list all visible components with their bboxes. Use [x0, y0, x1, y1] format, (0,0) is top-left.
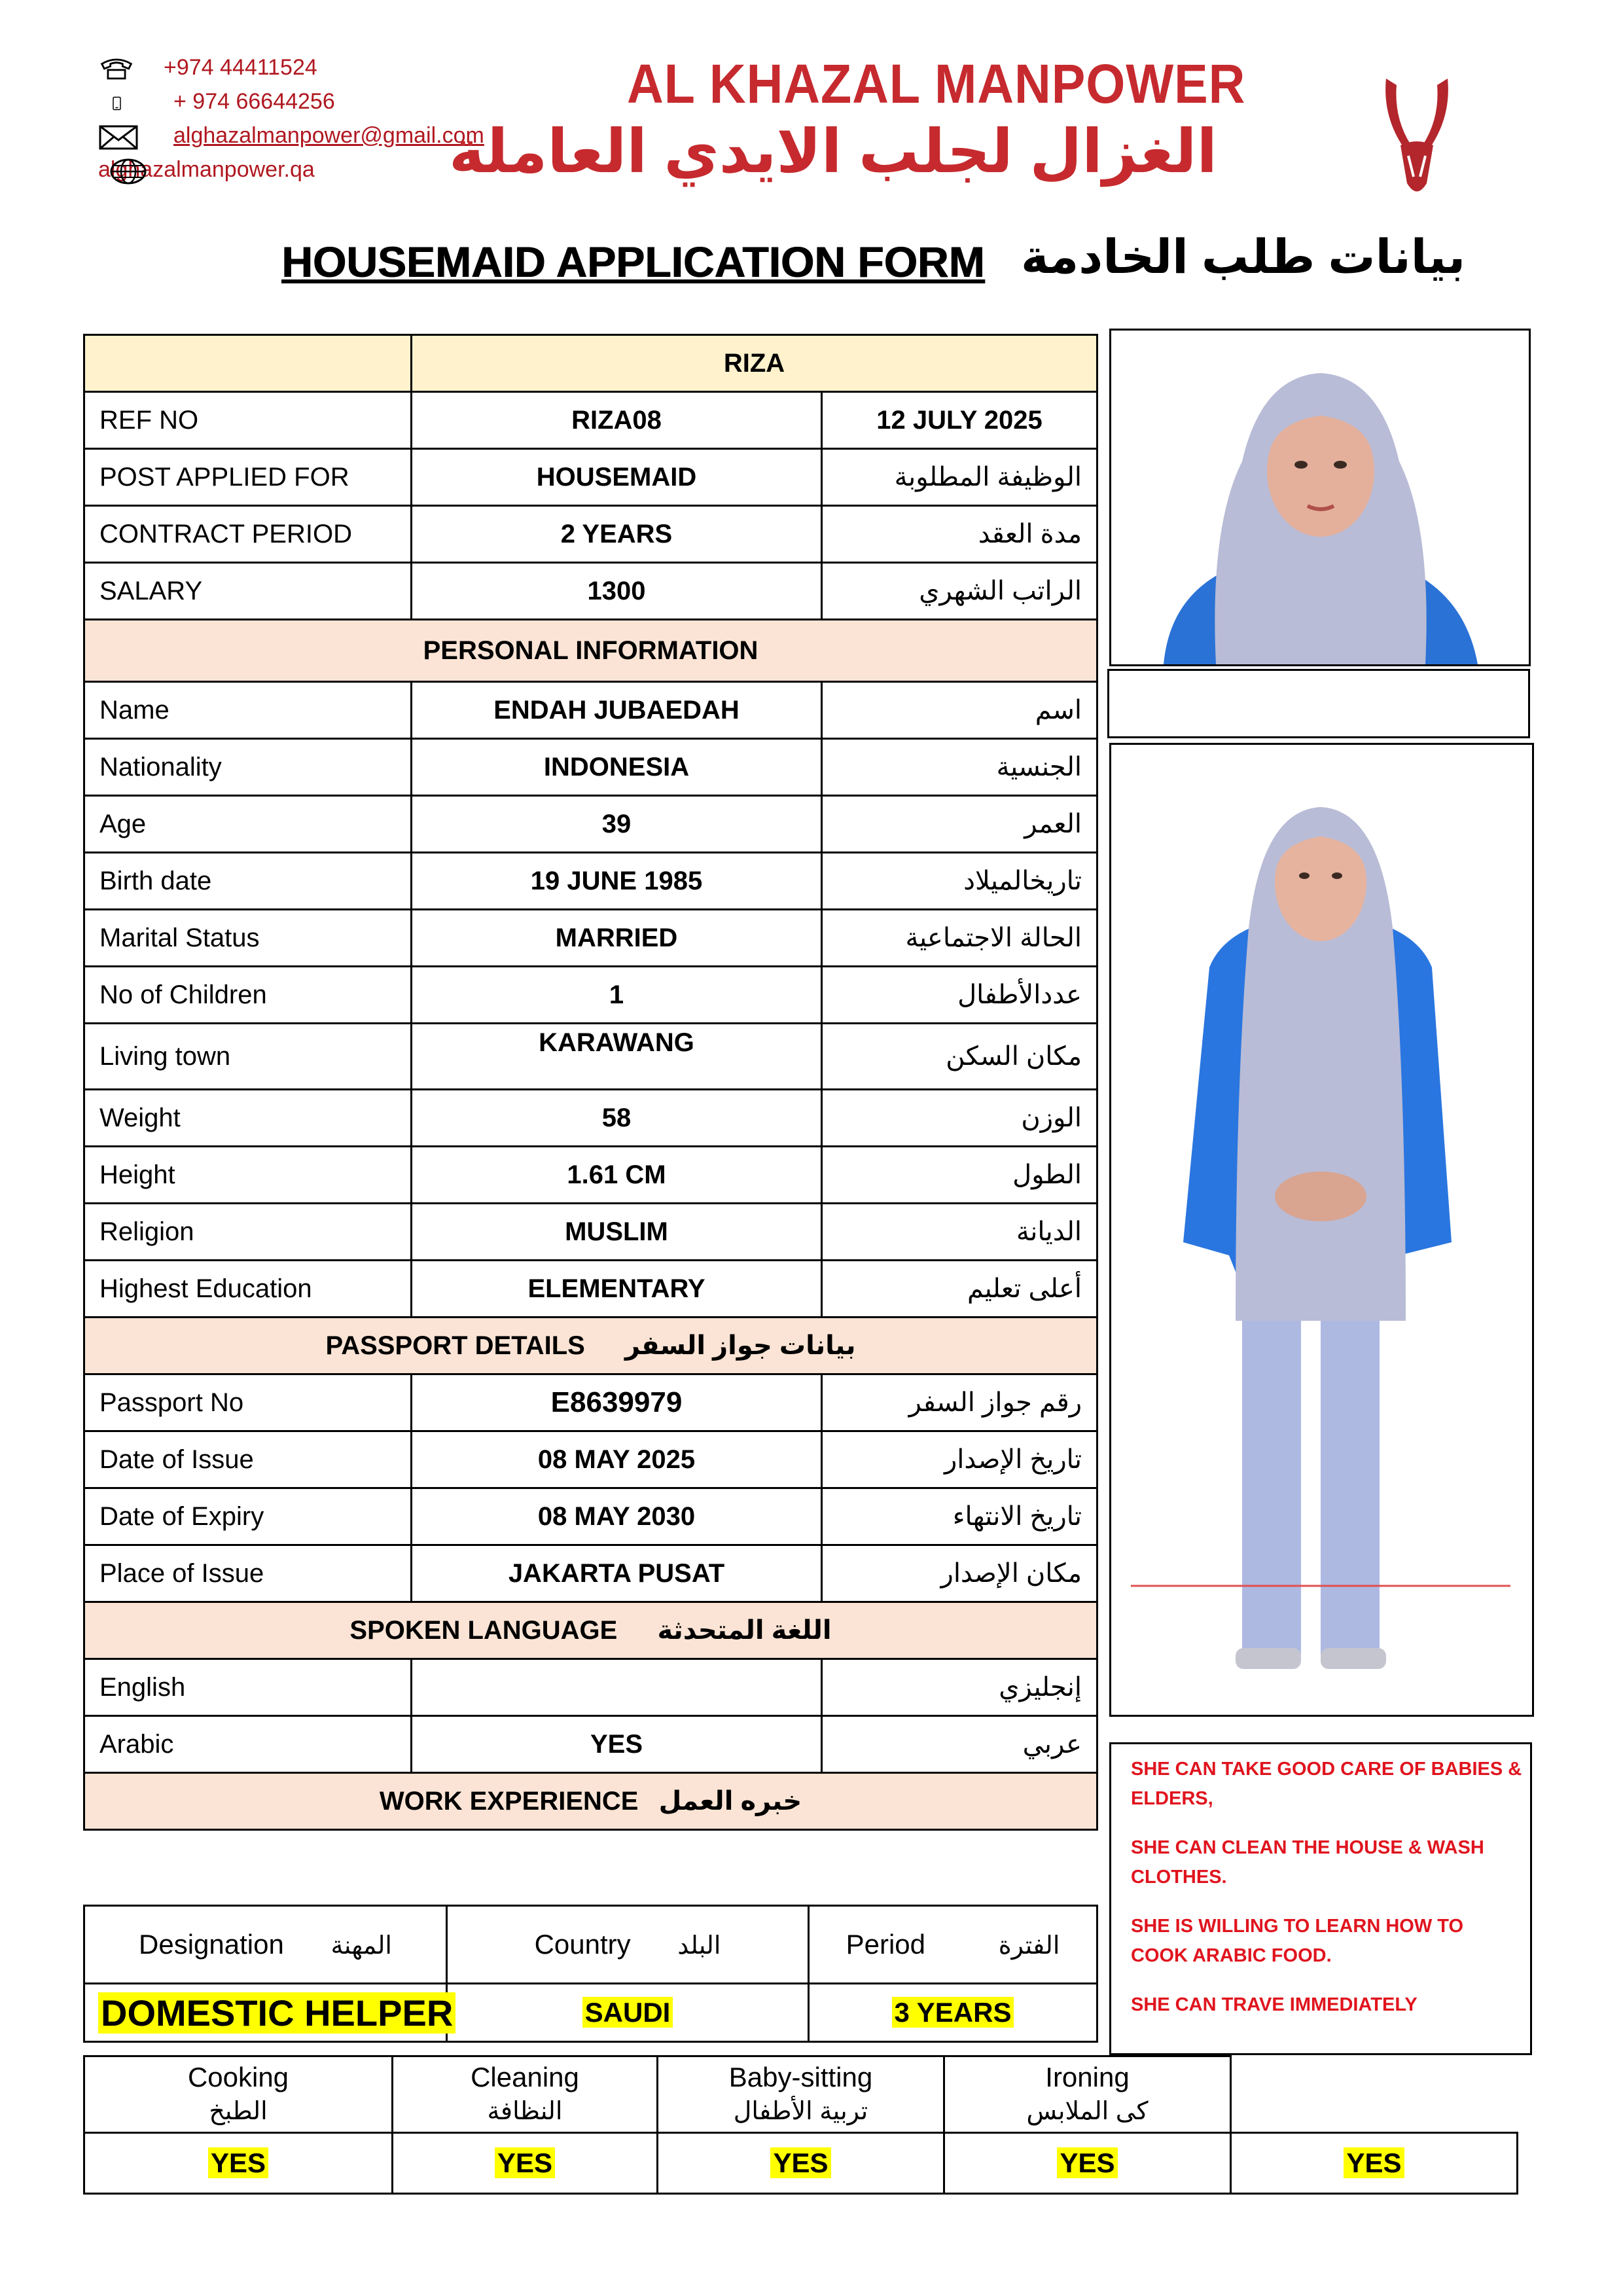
skills-table: [83, 2055, 1518, 2195]
field-value: E8639979: [412, 1374, 822, 1431]
field-label-arabic: تاريخالميلاد: [822, 853, 1097, 910]
field-value: 39: [412, 796, 822, 853]
field-value: JAKARTA PUSAT: [412, 1545, 822, 1602]
job-row: [84, 449, 1097, 506]
period-cell: [809, 1984, 1097, 2042]
globe-icon: [109, 158, 148, 185]
field-label-arabic: الجنسية: [822, 739, 1097, 796]
country-label-arabic: البلد: [677, 1932, 721, 1960]
field-label-arabic: اسم: [822, 682, 1097, 739]
field-label-arabic: عربي: [822, 1716, 1097, 1773]
field-value: 1.61 CM: [412, 1147, 822, 1204]
experience-heading: [84, 1773, 1097, 1830]
personal-row: [84, 853, 1097, 910]
job-label-arabic: الوظيفة المطلوبة: [822, 449, 1097, 506]
ref-date: 12 JULY 2025: [822, 392, 1097, 449]
personal-row: [84, 682, 1097, 739]
work-experience-table: [83, 1905, 1098, 2043]
personal-row: [84, 967, 1097, 1024]
field-label: No of Children: [84, 967, 412, 1024]
gazelle-logo-icon: [1374, 72, 1459, 203]
personal-row: [84, 739, 1097, 796]
period-value: 3 YEARS: [892, 1997, 1014, 2028]
skill-value-cell: [84, 2133, 393, 2194]
field-label-arabic: الحالة الاجتماعية: [822, 910, 1097, 967]
experience-columns-row: [84, 1906, 1097, 1984]
skill-label-arabic: کی الملابس: [1026, 2098, 1149, 2125]
field-label-arabic: تاريخ الانتهاء: [822, 1488, 1097, 1545]
period-column-header: [809, 1906, 1097, 1984]
job-label-arabic: مدة العقد: [822, 506, 1097, 563]
country-value: SAUDI: [582, 1997, 673, 2028]
passport-heading-text: PASSPORT DETAILS: [325, 1331, 585, 1360]
field-label: Place of Issue: [84, 1545, 412, 1602]
ref-value: RIZA08: [412, 392, 822, 449]
personal-row: [84, 796, 1097, 853]
field-value: 08 MAY 2030: [412, 1488, 822, 1545]
field-label: Nationality: [84, 739, 412, 796]
field-label: Date of Expiry: [84, 1488, 412, 1545]
experience-row: [84, 1984, 1097, 2042]
note-text: SHE CAN TRAVE IMMEDIATELY: [1131, 1994, 1418, 2015]
ref-label: REF NO: [84, 392, 412, 449]
passport-heading-arabic: بيانات جواز السفر: [624, 1331, 856, 1360]
skill-header: [944, 2056, 1231, 2133]
field-label: Living town: [84, 1024, 412, 1090]
field-value: KARAWANG: [412, 1024, 822, 1090]
job-label: SALARY: [84, 563, 412, 620]
contact-phone-row: [98, 52, 543, 86]
passport-row: [84, 1431, 1097, 1488]
contact-mobile-row: [98, 86, 543, 120]
skill-value-cell: [393, 2133, 658, 2194]
job-value: 2 YEARS: [412, 506, 822, 563]
field-value: MARRIED: [412, 910, 822, 967]
mobile-number[interactable]: + 974 66644256: [173, 89, 335, 114]
skill-value-cell: [658, 2133, 944, 2194]
person-portrait-icon: [1111, 331, 1529, 664]
skill-label: Ironing: [1045, 2062, 1130, 2092]
designation-label-arabic: المهنة: [330, 1932, 392, 1960]
field-label: English: [84, 1659, 412, 1716]
field-label: Highest Education: [84, 1261, 412, 1318]
field-label-arabic: مكان الإصدار: [822, 1545, 1097, 1602]
form-title-arabic: بيانات طلب الخادمة: [1021, 231, 1466, 283]
personal-row: [84, 910, 1097, 967]
skill-value-cell: [1231, 2133, 1518, 2194]
section-header: [84, 620, 1097, 682]
phone-number[interactable]: +974 44411524: [164, 55, 317, 80]
field-label: Birth date: [84, 853, 412, 910]
field-value: ELEMENTARY: [412, 1261, 822, 1318]
email-link[interactable]: alghazalmanpower@gmail.com: [173, 123, 484, 148]
passport-heading: [84, 1318, 1097, 1374]
website-link[interactable]: alghazalmanpower.qa: [98, 157, 315, 182]
company-name-arabic: الغزال لجلب الايدي العاملة: [449, 118, 1217, 185]
skill-label: Cleaning: [471, 2062, 579, 2092]
period-label-arabic: الفترة: [998, 1932, 1060, 1960]
job-label-arabic: الراتب الشهري: [822, 563, 1097, 620]
passport-row: [84, 1374, 1097, 1431]
section-header: [84, 1773, 1097, 1830]
field-label: Date of Issue: [84, 1431, 412, 1488]
field-label-arabic: رقم جواز السفر: [822, 1374, 1097, 1431]
language-row: [84, 1716, 1097, 1773]
field-label-arabic: تاريخ الإصدار: [822, 1431, 1097, 1488]
job-value: 1300: [412, 563, 822, 620]
candidate-portrait-photo: [1109, 329, 1531, 666]
skill-label-arabic: الطبخ: [209, 2098, 268, 2125]
personal-row: [84, 1147, 1097, 1204]
note-text: SHE IS WILLING TO LEARN HOW TO COOK ARABIC FOOD.: [1131, 1916, 1464, 1966]
personal-row: [84, 1204, 1097, 1261]
skill-header-empty: [1231, 2056, 1518, 2133]
field-label: Passport No: [84, 1374, 412, 1431]
field-value: [412, 1659, 822, 1716]
period-label: Period: [846, 1929, 926, 1960]
skill-value: YES: [495, 2147, 555, 2178]
skill-header: [658, 2056, 944, 2133]
field-value: 08 MAY 2025: [412, 1431, 822, 1488]
field-label-arabic: أعلى تعليم: [822, 1261, 1097, 1318]
field-value: ENDAH JUBAEDAH: [412, 682, 822, 739]
skills-labels-row: [84, 2056, 1518, 2133]
field-label: Marital Status: [84, 910, 412, 967]
language-row: [84, 1659, 1097, 1716]
designation-label: Designation: [139, 1929, 284, 1960]
note-text: SHE CAN TAKE GOOD CARE OF BABIES & ELDERS,: [1131, 1759, 1522, 1809]
language-heading-text: SPOKEN LANGUAGE: [349, 1616, 618, 1645]
personal-row: [84, 1090, 1097, 1147]
telephone-icon: [98, 56, 135, 81]
skill-header: [393, 2056, 658, 2133]
field-label: Arabic: [84, 1716, 412, 1773]
field-label-arabic: الديانة: [822, 1204, 1097, 1261]
language-heading-arabic: اللغة المتحدثة: [657, 1616, 832, 1645]
personal-row: [84, 1024, 1097, 1090]
skill-value: YES: [1344, 2147, 1404, 2178]
section-header: [84, 1318, 1097, 1374]
empty-cell: [84, 335, 412, 392]
field-label: Weight: [84, 1090, 412, 1147]
application-table: [83, 334, 1098, 1831]
passport-row: [84, 1545, 1097, 1602]
designation-cell: [84, 1984, 454, 2042]
country-cell: [447, 1984, 809, 2042]
field-value: MUSLIM: [412, 1204, 822, 1261]
designation-value: DOMESTIC HELPER: [98, 1992, 455, 2034]
personal-info-heading: PERSONAL INFORMATION: [84, 620, 1097, 682]
skill-label-arabic: النظافة: [487, 2098, 563, 2125]
empty-photo-caption-box: [1107, 669, 1530, 738]
field-value: 1: [412, 967, 822, 1024]
form-title: HOUSEMAID APPLICATION FORM: [281, 238, 985, 286]
note-text: SHE CAN CLEAN THE HOUSE & WASH CLOTHES.: [1131, 1837, 1484, 1888]
skill-value-cell: [944, 2133, 1231, 2194]
skill-label: Cooking: [187, 2062, 289, 2092]
country-column-header: [447, 1906, 809, 1984]
skill-header: [84, 2056, 393, 2133]
skill-label-arabic: تربية الأطفال: [733, 2098, 868, 2125]
personal-row: [84, 1261, 1097, 1318]
experience-heading-text: WORK EXPERIENCE: [379, 1787, 639, 1816]
skill-value: YES: [1057, 2147, 1117, 2178]
job-row: [84, 563, 1097, 620]
field-label: Name: [84, 682, 412, 739]
designation-column-header: [84, 1906, 447, 1984]
field-label-arabic: مكان السكن: [822, 1024, 1097, 1090]
job-row: [84, 506, 1097, 563]
ref-row: [84, 392, 1097, 449]
skills-values-row: [84, 2133, 1518, 2194]
job-label: CONTRACT PERIOD: [84, 506, 412, 563]
field-label-arabic: إنجليزي: [822, 1659, 1097, 1716]
skill-value: YES: [208, 2147, 268, 2178]
field-value: 58: [412, 1090, 822, 1147]
field-value: INDONESIA: [412, 739, 822, 796]
job-value: HOUSEMAID: [412, 449, 822, 506]
candidate-code-row: [84, 335, 1097, 392]
country-label: Country: [534, 1929, 631, 1960]
company-name-english: AL KHAZAL MANPOWER: [627, 53, 1246, 115]
field-label: Religion: [84, 1204, 412, 1261]
passport-row: [84, 1488, 1097, 1545]
field-label-arabic: الوزن: [822, 1090, 1097, 1147]
language-heading: [84, 1602, 1097, 1659]
mobile-phone-icon: [113, 90, 132, 117]
candidate-full-body-photo: [1109, 743, 1534, 1717]
skill-value: YES: [770, 2147, 830, 2178]
field-label: Age: [84, 796, 412, 853]
candidate-code: RIZA: [412, 335, 1097, 392]
field-value: 19 JUNE 1985: [412, 853, 822, 910]
field-label: Height: [84, 1147, 412, 1204]
experience-heading-arabic: خبره العمل: [658, 1787, 802, 1816]
field-label-arabic: الطول: [822, 1147, 1097, 1204]
envelope-icon: [98, 124, 139, 151]
section-header: [84, 1602, 1097, 1659]
field-value: YES: [412, 1716, 822, 1773]
job-label: POST APPLIED FOR: [84, 449, 412, 506]
candidate-notes-box: [1109, 1742, 1532, 2055]
field-label-arabic: العمر: [822, 796, 1097, 853]
person-standing-icon: [1111, 745, 1532, 1715]
field-label-arabic: عددالأطفال: [822, 967, 1097, 1024]
skill-label: Baby-sitting: [728, 2062, 873, 2092]
